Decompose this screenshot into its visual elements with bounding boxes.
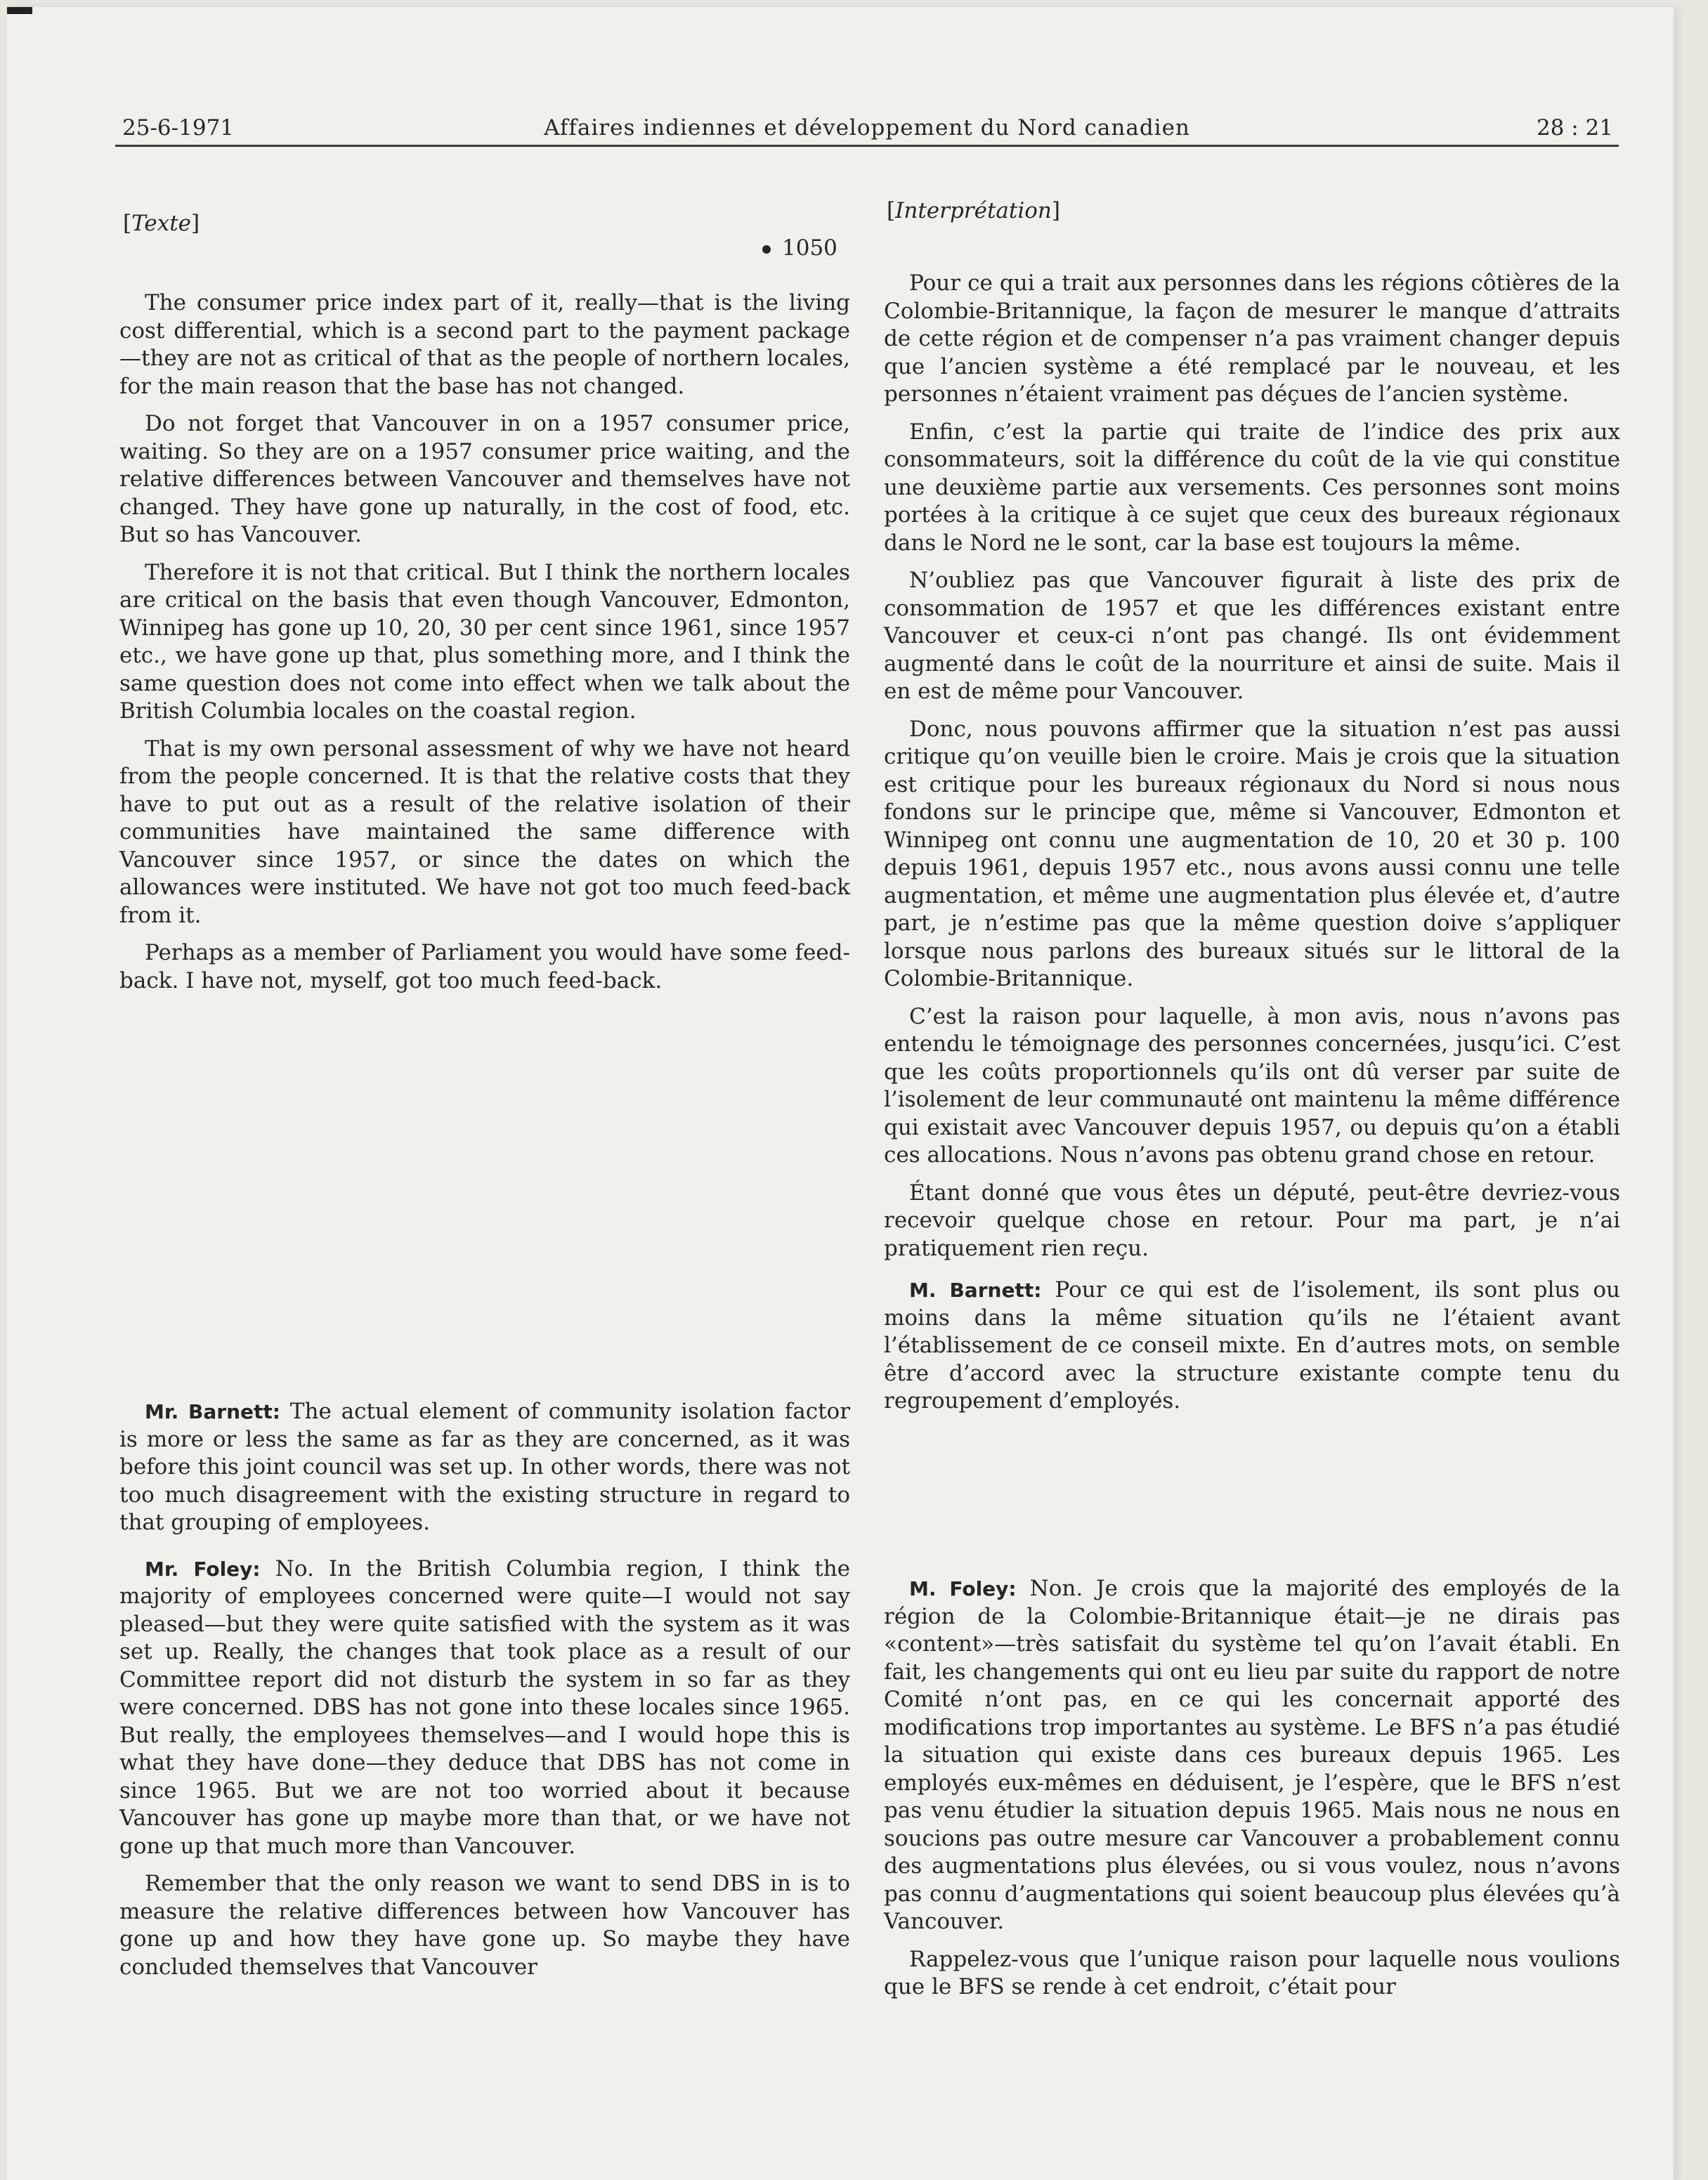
paragraph: Donc, nous pouvons affirmer que la situation n’est pas aussi critique qu’on veuille bien le croire. Mais je crois que la situation est critique pour les bureaux régionaux du Nord si nous nous fondons sur le principe que, même si Vancouver, Edmonton et Winnipeg ont connu une augmentation de 10, 20 et 30 p. 100 depuis 1961, depuis 1957 etc., nous avons aussi connu une telle augmentation, et même une augmentation plus élevée et, d’autre part, je n’estime pas que la même question doive s’appliquer lorsque nous parlons des bureaux situés sur le littoral de la Colombie-Britannique. [884,716,1620,991]
speaker-name: M. Barnett: [909,1279,1042,1302]
left-column-text [119,289,850,1005]
section-label-interpretation: [Interprétation] [887,198,1061,223]
right-column-text [884,270,1620,1425]
document-page [7,7,1674,2180]
speaker-name: M. Foley: [909,1577,1017,1600]
paragraph: N’oubliez pas que Vancouver figurait à liste des prix de consommation de 1957 et que les différences existant entre Vancouver et ceux-ci n’ont pas changé. Ils ont évidemment augmenté dans le coût de la nourriture et ainsi de suite. Mais il en est de même pour Vancouver. [884,568,1620,704]
page-number: 28 : 21 [1536,115,1613,141]
foley-statement: Mr. Foley: No. In the British Columbia region, I think the majority of employees concerned were quite—I would not say pleased—but they were quite satisfied with the system as it was set up. Really, the changes that took place as a result of our Committee report did not disturb the system in so far as they were concerned. DBS has not gone into these locales since 1965. But really, the employees themselves—and I would hope this is what they have done—they deduce that DBS has not come in since 1965. But we are not too worried about it because Vancouver has gone up maybe more than that, or we have not gone up that much more than Vancouver. [119,1555,851,1859]
bullet-icon [762,245,771,254]
scan-edge [7,7,32,14]
right-column-dialogue [884,1575,1620,2011]
section-label-texte: [Texte] [123,211,200,236]
header-date: 25-6-1971 [122,115,235,141]
paragraph: Étant donné que vous êtes un député, peut-être devriez-vous recevoir quelque chose en retour. Pour ma part, je n’ai pratiquement rien reçu. [884,1180,1620,1261]
running-header [115,105,1619,147]
barnett-statement: Mr. Barnett: The actual element of community isolation factor is more or less the same as far as they are concerned, as it was before this joint council was set up. In other words, there was not too much disagreement with the existing structure in regard to that grouping of employees. [119,1399,851,1535]
left-column-dialogue [119,1398,850,1991]
paragraph: Perhaps as a member of Parliament you would have some feed-back. I have not, myself, got too much feed-back. [119,940,850,993]
header-title: Affaires indiennes et développement du Nord canadien [544,115,1190,141]
paragraph: C’est la raison pour laquelle, à mon avis, nous n’avons pas entendu le témoignage des personnes concernées, jusqu’ici. C’est que les coûts proportionnels qu’ils ont dû verser par suite de l’isolement de leur communauté ont maintenu la même différence qui existait avec Vancouver depuis 1957, ou depuis qu’on a établi ces allocations. Nous n’avons pas obtenu grand chose en retour. [884,1003,1620,1168]
paragraph: Therefore it is not that critical. But I think the northern locales are critical on the basis that even though Vancouver, Edmonton, Winnipeg has gone up 10, 20, 30 per cent since 1961, since 1957 etc., we have gone up that, plus something more, and I think the same question does not come into effect when we talk about the British Columbia locales on the coastal region. [119,559,850,724]
paragraph: Pour ce qui a trait aux personnes dans les régions côtières de la Colombie-Britannique, la façon de mesurer le manque d’attraits de cette région et de compenser n’a pas vraiment changer depuis que l’ancien système a été remplacé par le nouveau, et les personnes n’étaient vraiment pas déçues de l’ancien système. [884,270,1620,407]
paragraph: Rappelez-vous que l’unique raison pour laquelle nous voulions que le BFS se rende à cet endroit, c’était pour [884,1946,1620,1999]
foley-statement: M. Foley: Non. Je crois que la majorité des employés de la région de la Colombie-Britannique était—je ne dirais pas «content»—très satisfait du système tel qu’on l’avait établi. En fait, les changements qui ont eu lieu par suite du rapport de notre Comité n’ont pas, en ce qui les concernait apporté des modifications trop importantes au système. Le BFS n’a pas étudié la situation qui existe dans ces bureaux depuis 1965. Les employés eux-mêmes en déduisent, je l’espère, que le BFS n’est pas venu étudier la situation depuis 1965. Mais nous ne nous en soucions pas outre mesure car Vancouver a probablement connu des augmentations plus élevées, ou si vous voulez, nous n’avons pas connu d’augmentations qui soient beaucoup plus élevées qu’à Vancouver. [884,1576,1620,1934]
speaker-name: Mr. Foley: [145,1557,261,1581]
time-marker: 1050 [762,235,837,261]
paragraph: Do not forget that Vancouver in on a 1957 consumer price, waiting. So they are on a 1957 consumer price waiting, and the relative differences between Vancouver and themselves have not changed. They have gone up naturally, in the cost of food, etc. But so has Vancouver. [119,411,850,547]
paragraph: That is my own personal assessment of why we have not heard from the people concerned. It is that the relative costs that they have to put out as a result of the relative isolation of their communities have maintained the same difference with Vancouver since 1957, or since the dates on which the allowances were instituted. We have not got too much feed-back from it. [119,736,850,928]
barnett-statement: M. Barnett: Pour ce qui est de l’isolement, ils sont plus ou moins dans la même situation qu’ils ne l’étaient avant l’établissement de ce conseil mixte. En d’autres mots, on semble être d’accord avec la structure existante compte tenu du regroupement d’employés. [884,1277,1620,1414]
paragraph: The consumer price index part of it, really—that is the living cost differential, which is a second part to the payment package—they are not as critical of that as the people of northern locales, for the main reason that the base has not changed. [119,290,850,399]
speaker-name: Mr. Barnett: [145,1400,280,1423]
paragraph: Remember that the only reason we want to send DBS in is to measure the relative differences between how Vancouver has gone up and how they have gone up. So maybe they have concluded themselves that Vancouver [119,1871,850,1980]
paragraph: Enfin, c’est la partie qui traite de l’indice des prix aux consommateurs, soit la différence du coût de la vie qui constitue une deuxième partie aux versements. Ces personnes sont moins portées à la critique à ce sujet que ceux des bureaux régionaux dans le Nord ne le sont, car la base est toujours la même. [884,419,1620,556]
